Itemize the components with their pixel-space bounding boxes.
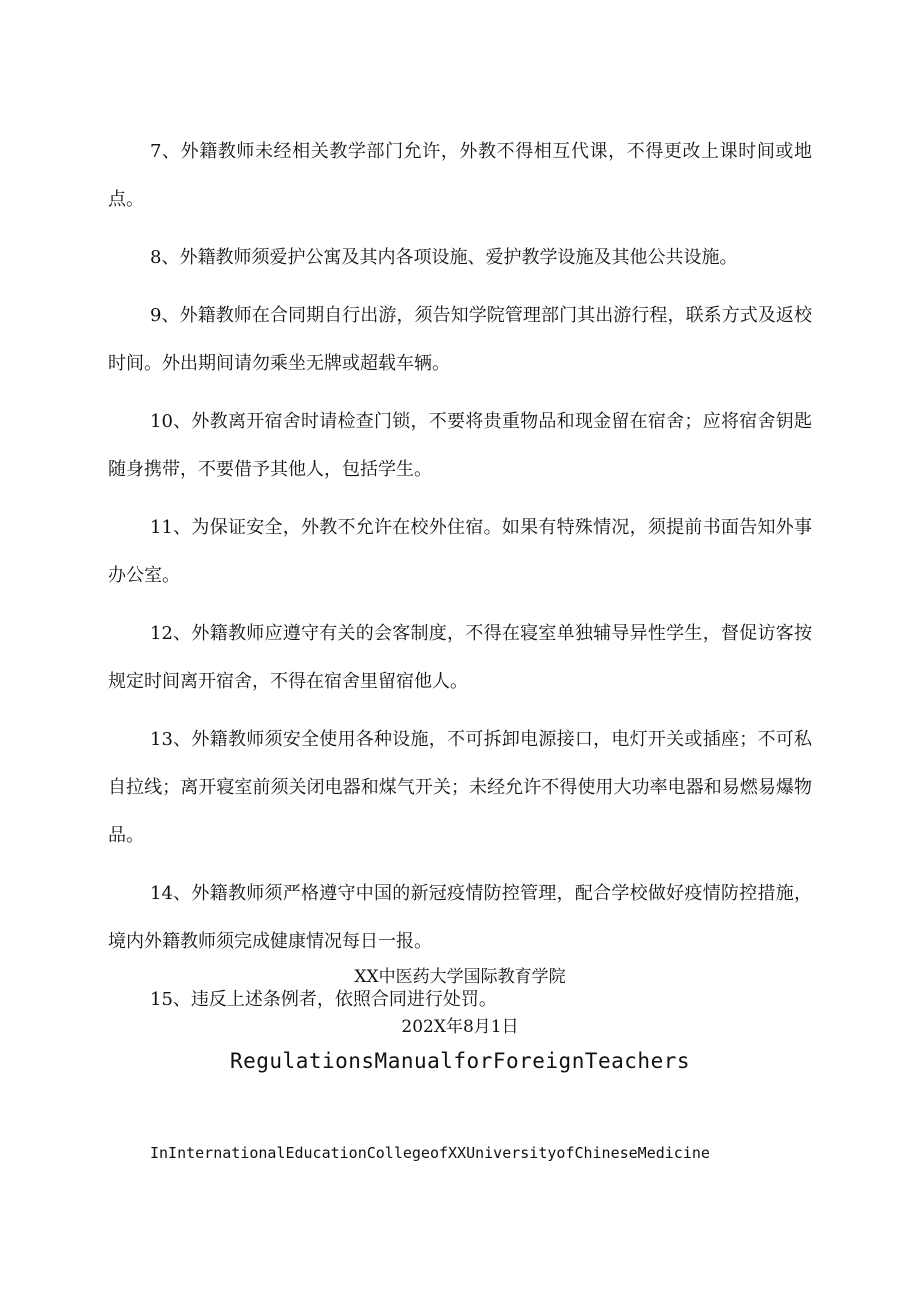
rule-item-15: 15、违反上述条例者，依照合同进行处罚。	[150, 989, 497, 1010]
rule-item-13: 13、外籍教师须安全使用各种设施，不可拆卸电源接口，电灯开关或插座；不可私自拉线；离开寝室前须关闭电器和煤气开关；未经允许不得使用大功率电器和易燃易爆物品。	[108, 729, 812, 846]
signature-organization: XX中医药大学国际教育学院	[354, 967, 566, 987]
rule-item-8: 8、外籍教师须爱护公寓及其内各项设施、爱护教学设施及其他公共设施。	[150, 247, 738, 268]
rule-item-10: 10、外教离开宿舍时请检查门锁，不要将贵重物品和现金留在宿舍；应将宿舍钥匙随身携带，不要借予其他人，包括学生。	[108, 411, 812, 480]
signature-date: 202X年8月1日	[401, 1017, 519, 1037]
rule-item-7: 7、外籍教师未经相关教学部门允许，外教不得相互代课，不得更改上课时间或地点。	[108, 141, 812, 210]
english-subtitle: InInternationalEducationCollegeofXXUniversityofChineseMedicine	[150, 1144, 710, 1162]
rule-item-14: 14、外籍教师须严格遵守中国的新冠疫情防控管理，配合学校做好疫情防控措施，境内外籍教师须完成健康情况每日一报。	[108, 883, 812, 952]
rule-item-12: 12、外籍教师应遵守有关的会客制度，不得在寝室单独辅导异性学生，督促访客按规定时间离开宿舍，不得在宿舍里留宿他人。	[108, 623, 812, 692]
english-title: RegulationsManualforForeignTeachers	[229, 1049, 690, 1073]
rule-item-11: 11、为保证安全，外教不允许在校外住宿。如果有特殊情况，须提前书面告知外事办公室。	[108, 517, 812, 586]
rule-item-9: 9、外籍教师在合同期自行出游，须告知学院管理部门其出游行程，联系方式及返校时间。外出期间请勿乘坐无牌或超载车辆。	[108, 305, 812, 374]
rules-list	[108, 128, 812, 1034]
